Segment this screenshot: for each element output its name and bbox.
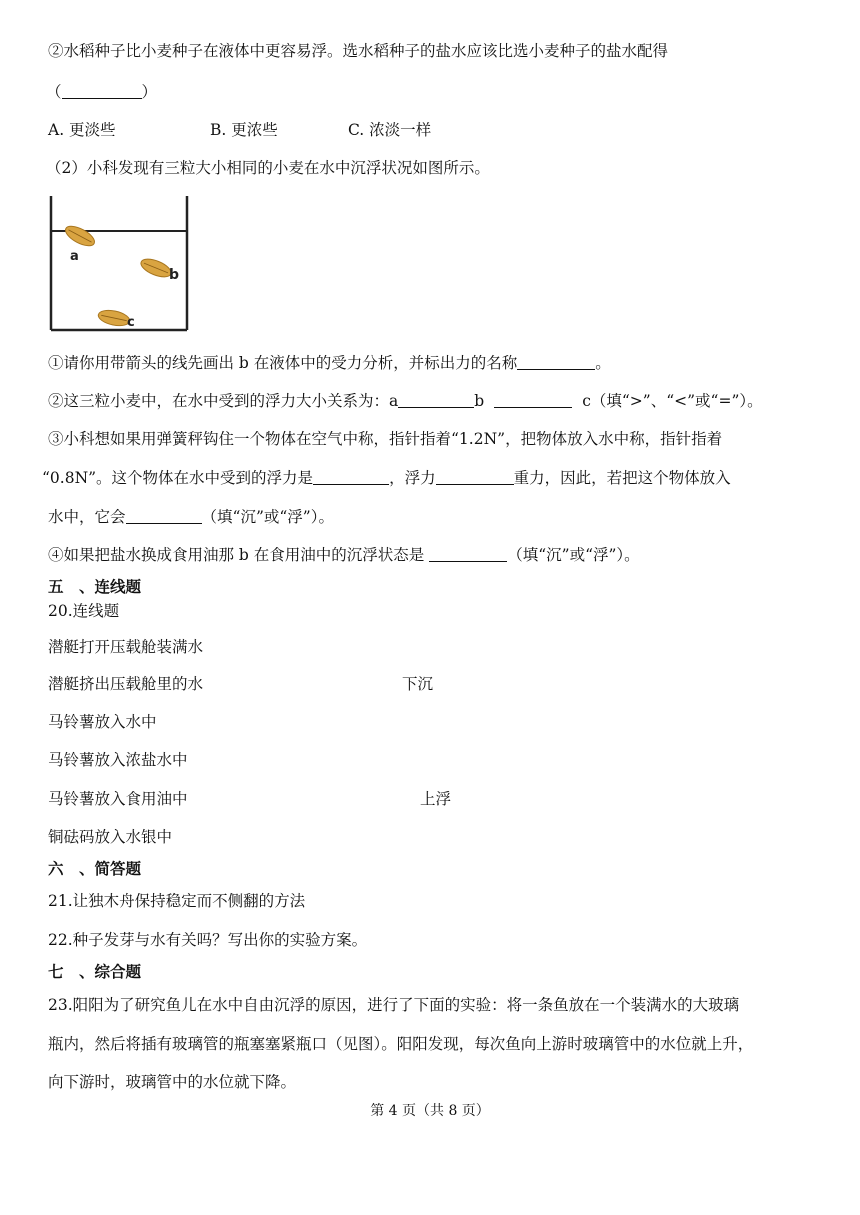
paren-close: ） <box>141 83 158 101</box>
oil-state-blank[interactable] <box>429 545 507 562</box>
figure-label-c: c <box>127 315 135 330</box>
sink-float-blank[interactable] <box>126 507 202 524</box>
q2-item3-hint: （填“沉”或“浮”）。 <box>201 508 334 526</box>
force-name-blank[interactable] <box>517 353 595 370</box>
wheat-beaker-figure <box>48 194 190 334</box>
option-c: C. 浓淡一样 <box>348 121 432 139</box>
section6-heading: 六 、简答题 <box>48 860 142 878</box>
section5-heading: 五 、连线题 <box>48 578 142 596</box>
option-b: B. 更浓些 <box>210 121 278 139</box>
q2-item1-text: ①请你用带箭头的线先画出 b 在液体中的受力分析，并标出力的名称 <box>48 354 518 372</box>
q2-item3-mid: ，浮力 <box>389 469 436 487</box>
q2-item2 <box>48 390 763 412</box>
wheat-grain-c-icon <box>97 308 131 328</box>
figure-label-a: a <box>70 249 79 264</box>
q2-item2-hint: c（填“>”、“<”或“=”）。 <box>582 392 763 410</box>
section7-heading: 七 、综合题 <box>48 963 142 981</box>
q23-line2: 瓶内，然后将插有玻璃管的瓶塞塞紧瓶口（见图）。阳阳发现，每次鱼向上游时玻璃管中的水位就上升， <box>48 1035 754 1053</box>
q2-item3-post: 重力，因此，若把这个物体放入 <box>513 469 731 487</box>
compare-gravity-blank[interactable] <box>436 468 514 485</box>
q2-item3-line3 <box>48 506 334 528</box>
option-a: A. 更淡些 <box>48 121 116 139</box>
answer-blank[interactable] <box>62 82 142 99</box>
match-left-6[interactable]: 铜砝码放入水银中 <box>48 828 173 846</box>
q21-text: 21.让独木舟保持稳定而不侧翻的方法 <box>48 892 306 910</box>
rice-question-text: ②水稻种子比小麦种子在液体中更容易浮。选水稻种子的盐水应该比选小麦种子的盐水配得 <box>48 42 669 60</box>
match-left-3[interactable]: 马铃薯放入水中 <box>48 713 157 731</box>
q2-item2-b: b <box>474 392 485 410</box>
q2-item3-line3-text: 水中，它会 <box>48 508 126 526</box>
q22-text: 22.种子发芽与水有关吗？写出你的实验方案。 <box>48 931 368 949</box>
q20-title: 20.连线题 <box>48 602 120 620</box>
compare-bc-blank[interactable] <box>494 391 572 408</box>
q23-line3: 向下游时，玻璃管中的水位就下降。 <box>48 1073 297 1091</box>
match-left-1[interactable]: 潜艇打开压载舱装满水 <box>48 638 204 656</box>
compare-ab-blank[interactable] <box>398 391 474 408</box>
page-footer: 第 4 页（共 8 页） <box>370 1103 490 1119</box>
rice-answer-paren <box>46 81 157 103</box>
q2-item2-text: ②这三粒小麦中，在水中受到的浮力大小关系为：a <box>48 392 399 410</box>
q2-item3-text: “0.8N”。这个物体在水中受到的浮力是 <box>42 469 314 487</box>
rice-options <box>48 119 431 141</box>
q2-item3-line1: ③小科想如果用弹簧秤钩住一个物体在空气中称，指针指着“1.2N”，把物体放入水中称，指针指着 <box>48 430 723 448</box>
match-left-2[interactable]: 潜艇挤出压载舱里的水 <box>48 675 204 693</box>
paren-open: （ <box>46 83 62 101</box>
q2-intro: （2）小科发现有三粒大小相同的小麦在水中沉浮状况如图所示。 <box>46 159 490 177</box>
match-left-5[interactable]: 马铃薯放入食用油中 <box>48 790 188 808</box>
figure-label-b: b <box>169 267 180 283</box>
buoyancy-blank[interactable] <box>313 468 389 485</box>
wheat-grain-a-icon <box>63 222 98 249</box>
match-right-sink[interactable]: 下沉 <box>402 675 434 693</box>
q2-item4-hint: （填“沉”或“浮”）。 <box>507 546 640 564</box>
q23-line1: 23.阳阳为了研究鱼儿在水中自由沉浮的原因，进行了下面的实验：将一条鱼放在一个装满水的大玻璃 <box>48 996 740 1014</box>
q2-item4 <box>48 544 640 566</box>
q2-item3-line2 <box>42 467 731 489</box>
q2-item4-text: ④如果把盐水换成食用油那 b 在食用油中的沉浮状态是 <box>48 546 430 564</box>
q2-item1 <box>48 352 611 374</box>
q2-item1-end: 。 <box>595 354 611 372</box>
match-left-4[interactable]: 马铃薯放入浓盐水中 <box>48 751 188 769</box>
match-right-float[interactable]: 上浮 <box>420 790 452 808</box>
